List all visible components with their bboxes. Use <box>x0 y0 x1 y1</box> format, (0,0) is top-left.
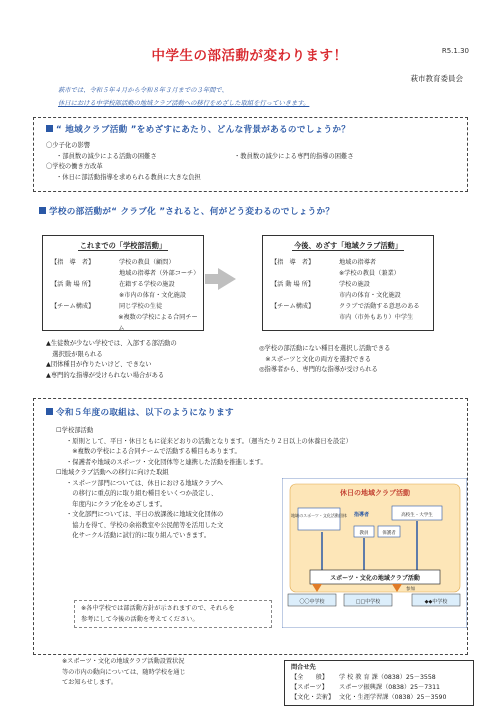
list-item: 協力を得て、学校の余裕教室や公民館等を活用した文 <box>66 521 224 529</box>
club-illustration <box>282 478 467 628</box>
issue-date: R5.1.30 <box>441 47 469 55</box>
lead-line-2: 休日における中学校部活動の地域クラブ活動への移行をめざした取組を行っていきます。 <box>58 100 310 107</box>
panel-row: ※市内の体育・文化施設 <box>119 292 187 299</box>
panel-row: 地域の指導者（外部コーチ） <box>119 270 200 277</box>
panel-row: 【指 導 者】 学校の教員（顧問） <box>51 259 175 266</box>
contact-row: 【全 般】 学 校 教 育 課（0838）25－3558 <box>291 674 436 681</box>
illus-org: 地域のスポーツ・文化活動団体 <box>291 513 347 518</box>
panel-row: 【チーム構成】 クラブで活動する意思のある <box>271 303 420 310</box>
current-club-panel <box>42 235 204 331</box>
list-item: ・文化部門については、平日の放課後に地域文化団体の <box>66 511 224 518</box>
future-club-panel <box>262 235 434 331</box>
square-bullet-icon <box>46 408 53 415</box>
panel-row: 【活 動 場 所】 学校の施設 <box>271 281 370 288</box>
block-title: ☐学校部活動 <box>56 427 94 434</box>
list-item: ※複数の学校による合同チームで活動する種目もあります。 <box>66 448 241 455</box>
lead-text <box>58 84 309 110</box>
panel-row: 【チーム構成】 同じ学校の生徒 <box>51 303 163 310</box>
list-item: ・休日に部活動指導を求められる教員に大きな負担 <box>56 173 201 181</box>
contact-row: 【文化・芸術】 文化・生涯学習課（0838）25－3590 <box>291 694 447 701</box>
list-item: 選択肢が限られる <box>46 350 103 358</box>
list-item: ・部員数の減少による活動の困難さ <box>56 152 157 160</box>
list-item: ◎指導者から、専門的な指導が受けられる <box>259 366 378 373</box>
square-bullet-icon <box>39 207 46 214</box>
lead-line-1: 萩市では、令和５年４月から令和８年３月までの３年間で、 <box>58 87 228 94</box>
panel-row: ※学校の教員（兼業） <box>339 270 400 277</box>
illus-banner: スポーツ・文化の地域クラブ活動 <box>330 575 420 582</box>
current-club-title: これまでの「学校部活動」 <box>79 241 167 250</box>
illus-title: 休日の地域クラブ活動 <box>340 489 410 497</box>
arrow-bar <box>205 274 219 284</box>
illus-school-b: □□中学校 <box>355 599 381 605</box>
panel-row: 【活 動 場 所】 在籍する学校の施設 <box>51 281 175 288</box>
panel-row: 【指 導 者】 地域の指導者 <box>271 259 377 266</box>
policy-note: ※各中学校では部活動方針が示されますので、それらを 参考にして今後の活動を考えてください。 <box>74 600 272 628</box>
background-section <box>33 117 468 192</box>
group-title: 〇学校の働き方改革 <box>46 163 103 170</box>
illus-school-a: 〇〇中学校 <box>299 599 325 605</box>
list-item: ・教員数の減少による専門的指導の困難さ <box>234 152 354 160</box>
contact-box <box>284 660 474 706</box>
illus-join: 参加 <box>406 587 415 592</box>
current-issues <box>46 339 177 381</box>
list-item: の移行に重点的に取り組む種目をいくつか設定し、 <box>66 490 218 497</box>
illus-instructor: 指導者 <box>354 512 370 518</box>
list-item: ▲専門的な指導が受けられない場合がある <box>46 371 165 379</box>
future-club-title: 今後、めざす「地域クラブ活動」 <box>294 241 402 250</box>
group-title: 〇少子化の影響 <box>46 142 91 149</box>
background-heading: “ 地域クラブ活動 ”をめざすにあたり、どんな背景があるのでしょうか？ <box>46 123 467 135</box>
change-heading: 学校の部活動が“ クラブ化 ”されると、何がどう変わるのでしょうか？ <box>39 205 334 217</box>
background-body <box>46 141 467 183</box>
list-item: ・原則として、平日・休日ともに従来どおりの活動となります。（週当たり２日以上の休養日を設定） <box>66 437 352 445</box>
list-item: 化サークル活動に試行的に取り組んでいきます。 <box>66 532 211 539</box>
illus-school: 高校生・大学生 <box>401 513 433 518</box>
illus-teacher: 教員 <box>359 531 369 536</box>
list-item: ▲団体種目が作りたいけど、できない <box>46 361 152 368</box>
list-item: 年度内にクラブ化をめざします。 <box>66 500 167 508</box>
page-title: 中学生の部活動が変わります！ <box>151 48 348 64</box>
panel-row: 市内の体育・文化施設 <box>339 292 401 299</box>
right-arrow-icon <box>218 268 236 290</box>
illus-school-c: ◆◆中学校 <box>424 599 448 605</box>
list-item: ※スポーツと文化の両方を選択できる <box>259 355 372 363</box>
list-item: ◎学校の部活動にない種目を選択し活動できる <box>259 345 391 352</box>
list-item: ・保護者や地域のスポーツ・文化団体等と連携した活動を推進します。 <box>66 458 267 466</box>
illus-guardian: 保護者 <box>382 531 396 536</box>
list-item: ・スポーツ部門については、休日における地域クラブへ <box>66 479 223 487</box>
footer-note: ※スポーツ・文化の地域クラブ活動設置状況 等の市内の動向については、随時学校を通じ てお知らせします。 <box>62 658 186 686</box>
r5-plan-heading: 令和５年度の取組は、以下のようになります <box>46 406 467 418</box>
list-item: ▲生徒数が少ない学校では、入部する部活動の <box>46 340 177 347</box>
organization: 萩市教育委員会 <box>410 74 463 83</box>
panel-row: ※複数の学校による合同チーム <box>118 314 198 332</box>
future-benefits <box>259 344 390 376</box>
contact-row: 【スポーツ】 スポーツ振興課（0838）25－7311 <box>291 684 440 691</box>
square-bullet-icon <box>46 125 53 132</box>
contact-title: 問合せ先 <box>291 664 316 671</box>
block-title: ☐地域クラブ活動への移行に向けた取組 <box>56 469 169 476</box>
panel-row: 市内（市外もあり）中学生 <box>339 314 414 321</box>
